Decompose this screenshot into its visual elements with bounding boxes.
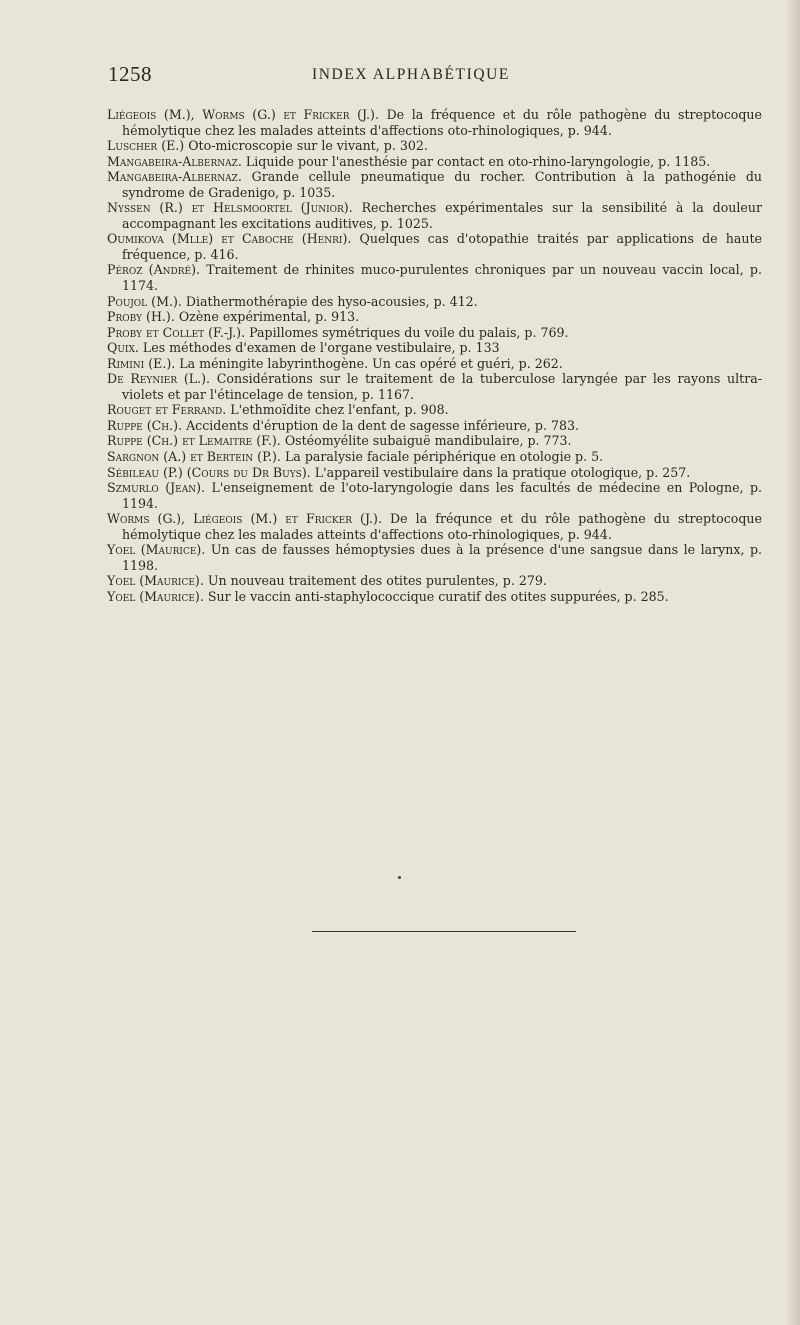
index-entry <box>107 200 762 231</box>
entry-text: Ostéomyélite subaiguë mandibulaire, p. 773. <box>280 433 572 449</box>
index-entry <box>107 480 762 511</box>
index-entry <box>107 371 762 402</box>
entry-text: Recherches expérimentales sur la sensibilité à la douleur accompagnant les excitations auditives, p. 1025. <box>122 200 762 231</box>
entry-author: Proby et Collet (F.-J.). <box>107 324 246 340</box>
index-entry <box>107 138 762 154</box>
entry-author: Sargnon (A.) et Bertein (P.). <box>107 449 281 465</box>
entry-text: Diathermothérapie des hyso-acousies, p. 412. <box>181 293 478 309</box>
entry-author: Rouget et Ferrand. <box>107 402 227 418</box>
index-entry <box>107 433 762 449</box>
entry-author: Mangabeira-Albernaz. <box>107 153 242 169</box>
index-entry <box>107 309 762 325</box>
entry-author: Yoel (Maurice). <box>107 542 206 558</box>
entry-author: Yoel (Maurice). <box>107 573 204 589</box>
index-entry <box>107 294 762 310</box>
entry-author: Oumikova (Mlle) et Caboche (Henri). <box>107 231 352 247</box>
entry-author: Luscher (E.) <box>107 138 185 154</box>
entry-text: L'enseignement de l'oto-laryngologie dans les facultés de médecine en Pologne, p. 1194. <box>122 480 763 511</box>
entry-author: Nyssen (R.) et Helsmoortel (Junior). <box>107 200 353 216</box>
entry-text: De la fréquence et du rôle pathogène du streptocoque hémolytique chez les malades atteints d'affections oto-rhinologiques, p. 944. <box>122 107 762 138</box>
entry-text: L'ethmoïdite chez l'enfant, p. 908. <box>226 402 449 418</box>
index-entry <box>107 169 762 200</box>
entry-text: L'appareil vestibulaire dans la pratique otologique, p. 257. <box>310 464 691 480</box>
entry-author: Ruppe (Ch.) et Lemaitre (F.). <box>107 433 281 449</box>
entry-text: Les méthodes d'examen de l'organe vestibulaire, p. 133 <box>138 340 500 356</box>
entry-author: Péroz (André). <box>107 262 201 278</box>
entry-author: De Reynier (L.). <box>107 371 211 387</box>
entry-text: Liquide pour l'anesthésie par contact en oto-rhino-laryngologie, p. 1185. <box>241 153 711 169</box>
index-entry <box>107 154 762 170</box>
entry-author: Szmurlo (Jean). <box>107 480 206 496</box>
index-entry <box>107 418 762 434</box>
entry-text: Grande cellule pneumatique du rocher. Contribution à la pathogénie du syndrome de Gradenigo, p. 1035. <box>122 169 762 200</box>
entry-text: Un nouveau traitement des otites purulentes, p. 279. <box>203 573 547 589</box>
entry-author: Quix. <box>107 340 139 356</box>
entry-text: De la fréqunce et du rôle pathogène du streptocoque hémolytique chez les malades atteints d'affections oto-rhinologiques, p. 944. <box>122 511 762 542</box>
entry-author: Proby (H.). <box>107 309 175 325</box>
index-entry <box>107 325 762 341</box>
entry-author: Ruppe (Ch.). <box>107 417 183 433</box>
entry-text: Quelques cas d'otopathie traités par applications de haute fréquence, p. 416. <box>122 231 762 262</box>
entry-author: Mangabeira-Albernaz. <box>107 169 242 185</box>
entry-text: Papillomes symétriques du voile du palais, p. 769. <box>245 324 569 340</box>
entry-author: Rimini (E.). <box>107 355 176 371</box>
page-edge-shadow <box>786 0 800 1325</box>
index-entry <box>107 402 762 418</box>
index-entry <box>107 542 762 573</box>
page-number: 1258 <box>108 62 152 86</box>
entry-text: La méningite labyrinthogène. Un cas opéré et guéri, p. 262. <box>175 355 563 371</box>
entry-author: Worms (G.), Liégeois (M.) et Fricker (J.). <box>107 511 382 527</box>
index-entries <box>107 107 762 605</box>
entry-author: Yoel (Maurice). <box>107 588 204 604</box>
index-entry <box>107 262 762 293</box>
entry-text: Ozène expérimental, p. 913. <box>174 309 360 325</box>
index-entry <box>107 511 762 542</box>
index-entry <box>107 465 762 481</box>
page-header <box>108 62 760 92</box>
entry-text: Traitement de rhinites muco-purulentes chroniques par un nouveau vaccin local, p. 1174. <box>122 262 762 294</box>
entry-author: Liégeois (M.), Worms (G.) et Fricker (J.). <box>107 107 379 122</box>
entry-text: Considérations sur le traitement de la tuberculose laryngée par les rayons ultra-violets et par l'étincelage de tension, p. 1167. <box>122 371 762 402</box>
index-entry <box>107 589 762 605</box>
entry-text: Oto-microscopie sur le vivant, p. 302. <box>184 138 428 154</box>
index-entry <box>107 231 762 262</box>
entry-author: Poujol (M.). <box>107 293 182 309</box>
entry-text: Accidents d'éruption de la dent de sagesse inférieure, p. 783. <box>182 417 580 433</box>
running-title: INDEX ALPHABÉTIQUE <box>312 66 510 83</box>
entry-text: Sur le vaccin anti-staphylococcique curatif des otites suppurées, p. 285. <box>203 588 669 604</box>
index-entry <box>107 573 762 589</box>
print-speck <box>398 876 401 879</box>
index-entry <box>107 340 762 356</box>
entry-text: La paralysie faciale périphérique en otologie p. 5. <box>280 449 604 465</box>
index-entry <box>107 107 762 138</box>
entry-author: Sébileau (P.) (Cours du Dr Buys). <box>107 464 311 480</box>
closing-rule <box>312 931 576 932</box>
index-entry <box>107 356 762 372</box>
entry-text: Un cas de fausses hémoptysies dues à la présence d'une sangsue dans le larynx, p. 1198. <box>122 542 763 573</box>
index-entry <box>107 449 762 465</box>
